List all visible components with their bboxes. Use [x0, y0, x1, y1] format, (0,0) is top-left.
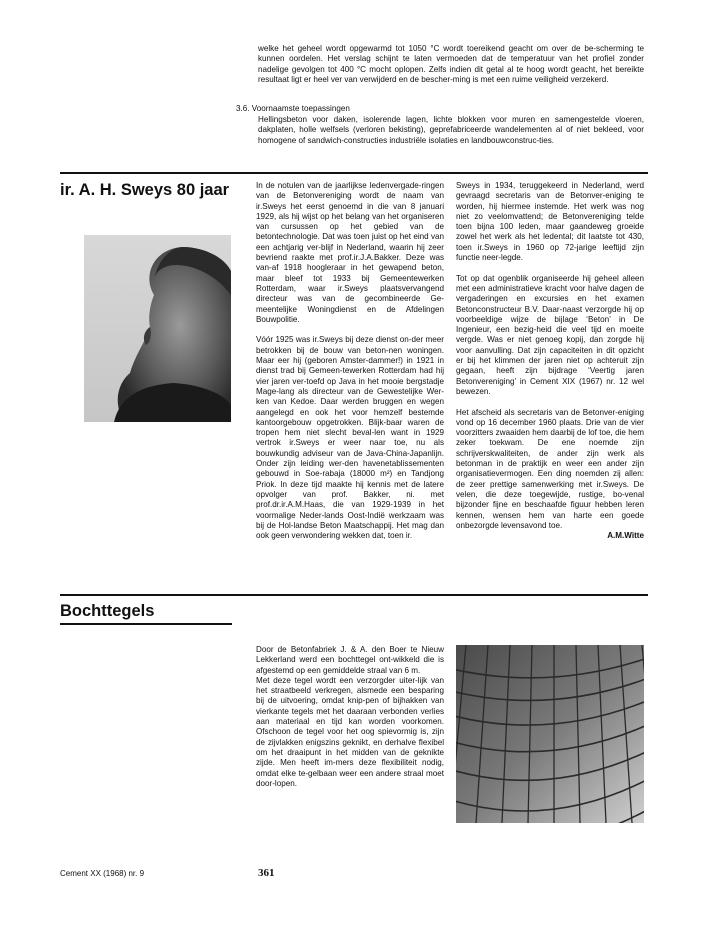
sweys-column-2: [256, 181, 444, 541]
sweys-paragraph: Tot op dat ogenblik organiseerde hij geheel alleen met een administratieve kracht voor halve dagen de vergaderingen en excursies en het examen Betonconstructeur B.V. Daar-naast verzorgde hij op voorbeeldige wijze de bijlage ‘Beton’ in De Ingenieur, een bezig-heid die veel tijd en moeite vergde. Was er niet genoeg kopij, dan zorgde hij voor aanvulling. Dat zijn capaciteiten in dit opzicht er bij het klimmen der jaren niet op achteruit zijn gegaan, heeft zijn bijdrage ‘Veertig jaren Betonvereniging’ in Cement XIX (1967) nr. 12 wel bewezen.: [456, 273, 644, 396]
bochttegels-paragraph: Met deze tegel wordt een verzorgder uiter-lijk van het straatbeeld verkregen, alsmede een besparing bij de uitvoering, omdat knip-pen of bijhakken van vierkante tegels met het daaraan verbonden verlies aan materiaal en tijd kan worden voorkomen. Ofschoon de tegel voor het oog spievormig is, zijn de zijvlakken enigszins geknikt, en derhalve flexibel om het draaipunt in het midden van de geknikte zijde. Men heeft im-mers deze flexibiliteit nodig, omdat elke te-gelbaan weer een andere straal moet door-lopen.: [256, 675, 444, 788]
portrait-image: [84, 235, 231, 422]
sweys-paragraph: Het afscheid als secretaris van de Betonver-eniging vond op 16 december 1960 plaats. Drie van de vier voorzitters zwaaiden hem daarbij de lof toe, die hem zeker toekwam. De ene noemde zijn schrijverskwaliteiten, de ander zijn werk als betonman in de praktijk en weer een ander zijn organisatievermogen. Een ding noemden zij allen: de zeer prettige samenwerking met ir.Sweys. De velen, die deze toegewijde, rustige, bo-venal bijzonder fijne en beschaafde figuur hebben leren kennen, wensen hem van harte een goede onbezorgde levensavond toe.: [456, 407, 644, 530]
curved-tiles-image: [456, 645, 644, 823]
sweys-paragraph: In de notulen van de jaarlijkse ledenvergade-ringen van de Betonvereniging wordt de naam van ir.Sweys het eerst genoemd in die van 8 januari 1929, als hij wijst op het belang van het organiseren van cursussen op het gebied van de betontechnologie. Dat was toen juist op het eind van een achtjarig ver-blijf in Nederland, waarin hij zeer bevriend raakte met prof.ir.J.A.Bakker. Deze was van-af 1918 hoogleraar in het gewapend beton, maar bleef tot 1933 bij Gemeentewerken Rotterdam, waar ir.Sweys plaatsvervangend directeur was van de gecombineerde Ge-meentelijke Woningdienst en de Afdelingen Bouwpolitie.: [256, 181, 444, 324]
bochttegels-text: [256, 645, 444, 789]
curved-tiles-photo: [456, 645, 644, 823]
portrait-photo: [84, 235, 231, 422]
title-underline: [60, 623, 232, 625]
sweys-paragraph: Vóór 1925 was ir.Sweys bij deze dienst on-der meer betrokken bij de bouw van beton-nen woningen. Maar eer hij (geboren Amster-dammer!) in 1921 in dienst trad bij Gemeen-tewerken Rotterdam had hij vier jaren ver-toefd op Java in het mooie bergstadje Mage-lang als directeur van de Gewestelijke Wer-ken van Kedoe. Daar werden bruggen en wegen aangelegd en ook het voor hemzelf bestemde kantoorgebouw opgetrokken. Blijk-baar waren de tropen hem niet slecht beval-len want in 1929 vertrok ir.Sweys er weer naar toe, nu als bouwkundig adviseur van de Java-China-Japanlijn. Onder zijn leiding wer-den havenetablissementen gebouwd in Soe-rabaja (18000 m²) en Tandjong Priok. In deze tijd maakte hij kennis met de latere opvolger van prof. Bakker, ni. met prof.dr.ir.A.M.Haas, die van 1929-1939 in het voormalige Neder-lands Oost-Indië werkzaam was bij de Hol-landse Beton Maatschappij. Het mag dan ook geen verwondering wekken dat, toen ir.: [256, 335, 444, 541]
journal-reference: Cement XX (1968) nr. 9: [60, 869, 145, 878]
author-signature: A.M.Witte: [607, 531, 644, 541]
section-paragraph: Hellingsbeton voor daken, isolerende lagen, lichte blokken voor muren en samengestelde vloeren, dakplaten, holle welfsels (verloren bekisting), geprefabriceerde wandelementen al of niet bekleed, voor homogene of sandwich-constructies industriële isolaties en landbouwconstruc-ties.: [258, 115, 644, 145]
section-divider: [60, 594, 648, 596]
intro-paragraph: welke het geheel wordt opgewarmd tot 1050 °C wordt toereikend geacht om over de be-scherming te kunnen oordelen. Het verslag schijnt te laten vermoeden dat de temperatuur van het profiel zonder nadelige gevolgen tot 400 °C mocht oplopen. Zelfs indien dit getal al te hoog wordt geacht, het bereikte resultaat ligt er heel ver van verwijderd en de bescher-ming is met een ruime veiligheid verzekerd.: [258, 44, 644, 84]
section-divider: [60, 172, 648, 174]
article-title-bochttegels: Bochttegels: [60, 602, 155, 620]
bochttegels-paragraph: Door de Betonfabriek J. & A. den Boer te Nieuw Lekkerland werd een bochttegel ont-wikkeld die is afgestemd op een gemiddelde straal van 6 m.: [256, 645, 444, 675]
page-number: 361: [258, 867, 275, 879]
sweys-column-3: [456, 181, 644, 541]
sweys-paragraph: Sweys in 1934, teruggekeerd in Nederland, werd gevraagd secretaris van de Betonver-eniging te worden, hij hiermee instemde. Het werk was nog niet zo veelomvattend; de Betonvereniging telde toen bijna 100 leden, maar gaandeweg groeide zowel het werk als het ledental; dit laatste tot 430, toen ir.Sweys in 1960 op 72-jarige leeftijd zijn functie neer-legde.: [456, 181, 644, 263]
article-title-sweys: ir. A. H. Sweys 80 jaar: [60, 181, 230, 199]
section-heading: 3.6. Voornaamste toepassingen: [236, 104, 350, 113]
